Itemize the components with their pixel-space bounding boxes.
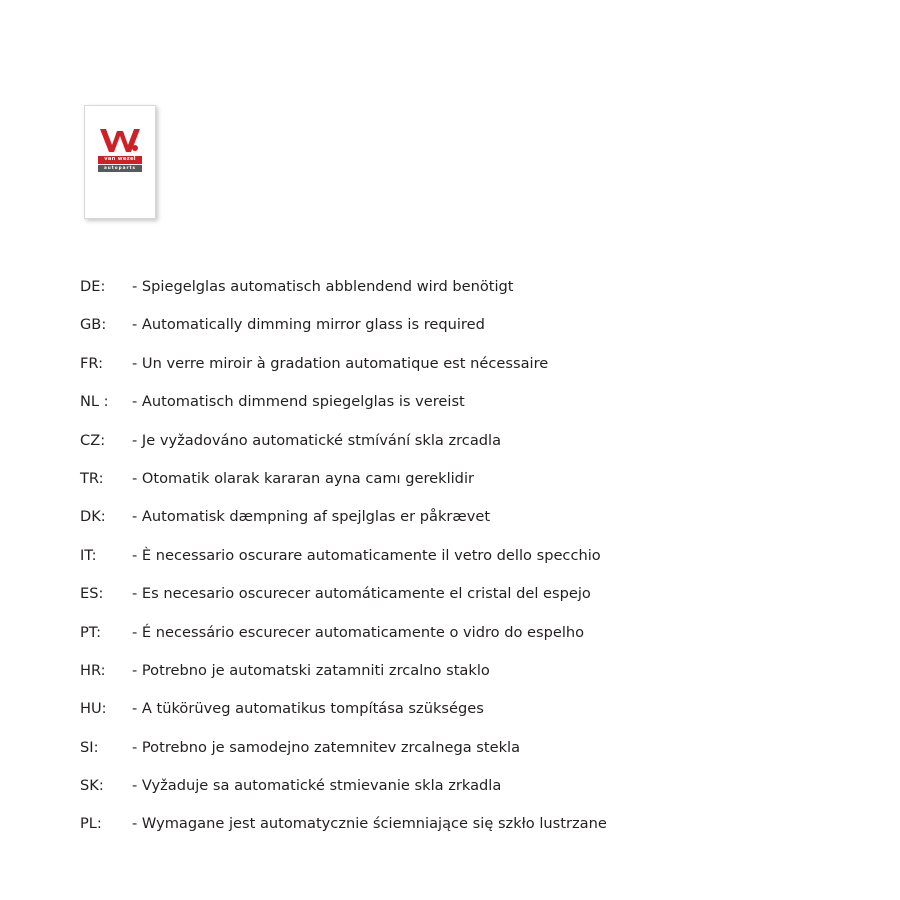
language-code: IT:: [80, 546, 97, 564]
language-text: - Otomatik olarak kararan ayna camı gereklidir: [132, 469, 475, 487]
language-text: - Vyžaduje sa automatické stmievanie skla zrkadla: [132, 777, 502, 795]
language-code: GB:: [80, 316, 107, 334]
logo-card: [84, 105, 156, 219]
language-code: PT:: [80, 623, 102, 641]
language-code: HR:: [80, 661, 106, 679]
language-code: DK:: [80, 508, 106, 526]
list-item: [80, 460, 840, 498]
language-code: DE:: [80, 278, 106, 295]
language-code: SI:: [80, 738, 99, 756]
language-text: - Automatisk dæmpning af spejlglas er påkrævet: [132, 508, 491, 526]
language-text: - Spiegelglas automatisch abblendend wird benötigt: [132, 278, 514, 295]
language-text: - Automatically dimming mirror glass is required: [132, 316, 485, 334]
list-item: [80, 690, 840, 728]
list-item: [80, 537, 840, 575]
list-item: [80, 345, 840, 383]
language-code: FR:: [80, 354, 104, 372]
list-item: [80, 614, 840, 652]
list-item: [80, 422, 840, 460]
list-item: [80, 268, 840, 306]
language-text: - Un verre miroir à gradation automatique est nécessaire: [132, 354, 549, 372]
language-text: - Es necesario oscurecer automáticamente el cristal del espejo: [132, 585, 591, 603]
list-item: [80, 767, 840, 805]
language-text: - Je vyžadováno automatické stmívání skla zrcadla: [132, 431, 502, 449]
language-text: - Potrebno je automatski zatamniti zrcalno staklo: [132, 661, 490, 679]
list-item: [80, 805, 840, 843]
language-text: - Potrebno je samodejno zatemnitev zrcalnega stekla: [132, 738, 521, 756]
van-wezel-monogram-icon: [98, 128, 142, 154]
language-code: CZ:: [80, 431, 106, 449]
list-item: [80, 652, 840, 690]
list-item: [80, 498, 840, 536]
language-code: TR:: [80, 469, 104, 487]
language-code: PL:: [80, 815, 102, 833]
list-item: [80, 383, 840, 421]
language-code: NL :: [80, 393, 109, 411]
list-item: [80, 575, 840, 613]
language-text: - Wymagane jest automatycznie ściemniające się szkło lustrzane: [132, 815, 607, 833]
brand-logo: [84, 105, 156, 219]
logo-wordmark: van wezel: [98, 156, 142, 164]
language-text: - É necessário escurecer automaticamente o vidro do espelho: [132, 623, 585, 641]
language-text: - È necessario oscurare automaticamente il vetro dello specchio: [132, 546, 601, 564]
logo-inner: [85, 128, 155, 172]
list-item: [80, 729, 840, 767]
language-code: ES:: [80, 585, 104, 603]
language-text: - A tükörüveg automatikus tompítása szükséges: [132, 700, 484, 718]
logo-subtitle: autoparts: [98, 165, 142, 172]
language-notice-list: [80, 268, 840, 844]
list-item: [80, 306, 840, 344]
language-code: HU:: [80, 700, 107, 718]
language-code: SK:: [80, 777, 104, 795]
language-text: - Automatisch dimmend spiegelglas is vereist: [132, 393, 465, 411]
